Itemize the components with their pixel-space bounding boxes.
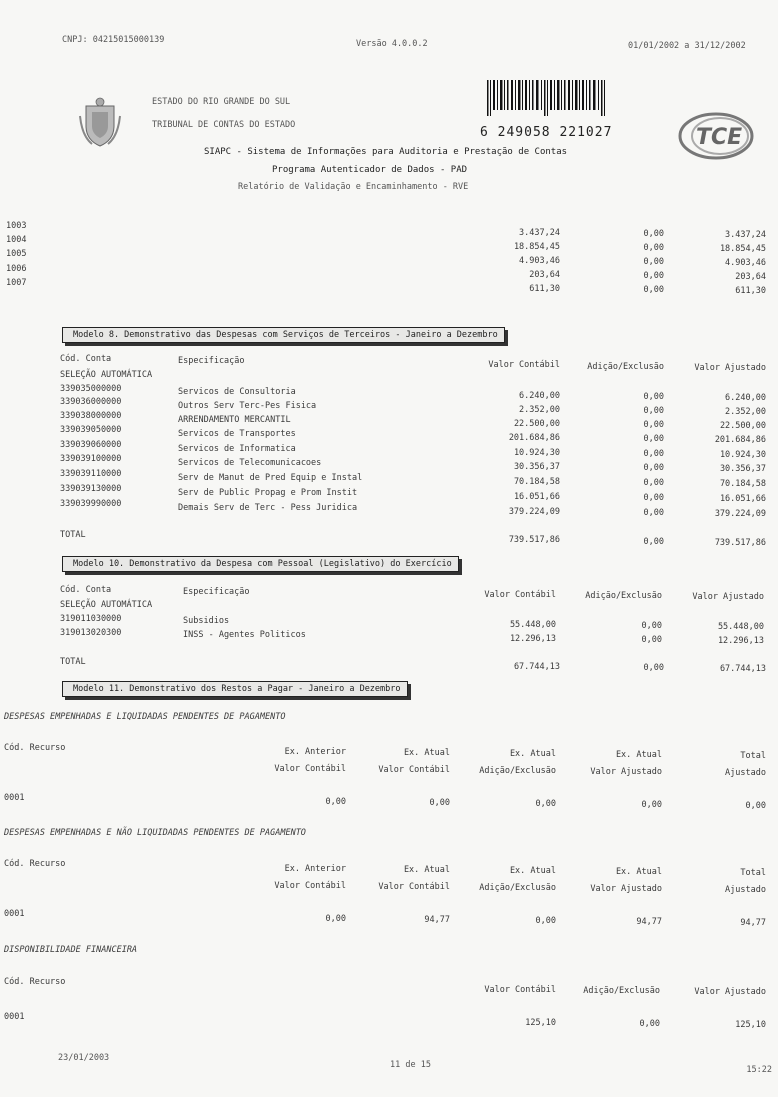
m11-sec2-h2b: Valor Contábil <box>378 882 450 892</box>
footer-time: 15:22 <box>746 1065 772 1075</box>
row-v4: 94,77 <box>636 917 662 927</box>
row-especificacao: Servicos de Informatica <box>178 444 296 454</box>
row-valor-contabil: 2.352,00 <box>519 405 560 415</box>
row-valor-contabil: 611,30 <box>529 284 560 294</box>
m11-sec3-col-adicao-exclusao: Adição/Exclusão <box>583 986 660 996</box>
row-especificacao: Servicos de Transportes <box>178 429 296 439</box>
row-valor-ajustado: 16.051,66 <box>719 494 766 504</box>
row-valor-contabil: 70.184,58 <box>513 477 560 487</box>
m11-sec2-title: DESPESAS EMPENHADAS E NÃO LIQUIDADAS PENDENTES DE PAGAMENTO <box>4 828 306 838</box>
version-label: Versão 4.0.0.2 <box>356 39 428 49</box>
row-adicao-exclusao: 0,00 <box>643 229 664 239</box>
m11-sec2-h1a: Ex. Anterior <box>284 864 346 874</box>
barcode-icon <box>485 80 610 126</box>
barcode-number: 6 249058 221027 <box>480 125 613 140</box>
row-v2: 0,00 <box>429 798 450 808</box>
row-valor-ajustado: 18.854,45 <box>719 244 766 254</box>
row-adicao-exclusao: 0,00 <box>643 420 664 430</box>
row-especificacao: Servicos de Telecomunicacoes <box>178 458 322 468</box>
row-especificacao: INSS - Agentes Politicos <box>183 630 306 640</box>
row-cod-conta: 339039990000 <box>60 499 122 509</box>
row-v5: 94,77 <box>740 918 766 928</box>
row-recurso: 0001 <box>4 909 25 919</box>
row-valor-contabil: 4.903,46 <box>519 256 560 266</box>
row-code: 1004 <box>6 235 27 245</box>
m11-sec1-h2b: Valor Contábil <box>378 765 450 775</box>
m8-total-valor-ajustado: 739.517,86 <box>714 538 766 548</box>
row-valor-ajustado: 203,64 <box>735 272 766 282</box>
m11-sec1-h4a: Ex. Atual <box>615 750 662 760</box>
m10-selecao-automatica: SELEÇÃO AUTOMÁTICA <box>60 600 153 610</box>
row-valor-contabil: 201.684,86 <box>508 433 560 443</box>
m8-col-especificacao: Especificação <box>178 356 245 366</box>
m11-sec2-h3a: Ex. Atual <box>509 866 556 876</box>
m11-sec2-h5a: Total <box>740 868 766 878</box>
tribunal-name: TRIBUNAL DE CONTAS DO ESTADO <box>152 120 296 130</box>
m8-selecao-automatica: SELEÇÃO AUTOMÁTICA <box>60 370 153 380</box>
row-code: 1005 <box>6 249 27 259</box>
row-especificacao: Demais Serv de Terc - Pess Juridica <box>178 503 358 513</box>
m10-col-adicao-exclusao: Adição/Exclusão <box>585 591 662 601</box>
row-valor-ajustado: 22.500,00 <box>719 421 766 431</box>
row-valor-contabil: 55.448,00 <box>509 620 556 630</box>
row-cod-conta: 339039050000 <box>60 425 122 435</box>
m11-sec1-h1a: Ex. Anterior <box>284 747 346 757</box>
row-cod-conta: 339039110000 <box>60 469 122 479</box>
m8-total-label: TOTAL <box>60 530 86 540</box>
row-adicao-exclusao: 0,00 <box>643 493 664 503</box>
state-name: ESTADO DO RIO GRANDE DO SUL <box>152 97 291 107</box>
m10-total-valor-ajustado: 67.744,13 <box>719 664 766 674</box>
row-cod-conta: 339039060000 <box>60 440 122 450</box>
row-v1: 0,00 <box>325 914 346 924</box>
m11-sec3-col-valor-contabil: Valor Contábil <box>484 985 556 995</box>
row-adicao-exclusao: 0,00 <box>643 463 664 473</box>
m8-total-adicao-exclusao: 0,00 <box>643 537 664 547</box>
row-code: 1007 <box>6 278 27 288</box>
row-adicao-exclusao: 0,00 <box>643 406 664 416</box>
row-cod-conta: 319011030000 <box>60 614 122 624</box>
row-valor-ajustado: 30.356,37 <box>719 464 766 474</box>
row-adicao-exclusao: 0,00 <box>643 257 664 267</box>
modelo10-title-box <box>62 556 459 572</box>
m8-col-adicao-exclusao: Adição/Exclusão <box>587 362 664 372</box>
m8-col-cod-conta: Cód. Conta <box>60 354 112 364</box>
modelo11-title-box <box>62 681 408 697</box>
row-especificacao: Serv de Public Propag e Prom Instit <box>178 488 358 498</box>
tce-logo-icon <box>676 110 756 162</box>
row-adicao-exclusao: 0,00 <box>643 449 664 459</box>
row-especificacao: Servicos de Consultoria <box>178 387 296 397</box>
row-recurso: 0001 <box>4 1012 25 1022</box>
row-valor-contabil: 6.240,00 <box>519 391 560 401</box>
row-valor-contabil: 22.500,00 <box>513 419 560 429</box>
m11-sec1-title: DESPESAS EMPENHADAS E LIQUIDADAS PENDENTES DE PAGAMENTO <box>4 712 286 722</box>
row-valor-ajustado: 3.437,24 <box>725 230 766 240</box>
m11-sec1-h4b: Valor Ajustado <box>590 767 662 777</box>
m8-total-valor-contabil: 739.517,86 <box>508 535 560 545</box>
m11-sec2-h5b: Ajustado <box>725 885 766 895</box>
row-adicao-exclusao: 0,00 <box>643 271 664 281</box>
row-adicao-exclusao: 0,00 <box>643 285 664 295</box>
row-valor-ajustado: 201.684,86 <box>714 435 766 445</box>
row-code: 1006 <box>6 264 27 274</box>
m11-sec2-h4b: Valor Ajustado <box>590 884 662 894</box>
m11-sec1-col-recurso: Cód. Recurso <box>4 743 66 753</box>
program-title: Programa Autenticador de Dados - PAD <box>272 165 468 175</box>
row-valor-contabil: 10.924,30 <box>513 448 560 458</box>
row-especificacao: Outros Serv Terc-Pes Fisica <box>178 401 317 411</box>
row-adicao-exclusao: 0,00 <box>643 243 664 253</box>
row-valor-contabil: 30.356,37 <box>513 462 560 472</box>
m11-sec2-h1b: Valor Contábil <box>274 881 346 891</box>
system-title: SIAPC - Sistema de Informações para Auditoria e Prestação de Contas <box>204 147 568 157</box>
row-valor-ajustado: 2.352,00 <box>725 407 766 417</box>
row-code: 1003 <box>6 221 27 231</box>
row-cod-conta: 339039100000 <box>60 454 122 464</box>
tce-logo-text: TCE <box>696 125 743 150</box>
row-valor-contabil: 3.437,24 <box>519 228 560 238</box>
row-v2: 94,77 <box>424 915 450 925</box>
row-valor-contabil: 18.854,45 <box>513 242 560 252</box>
row-recurso: 0001 <box>4 793 25 803</box>
modelo11-title: Modelo 11. Demonstrativo dos Restos a Pagar - Janeiro a Dezembro <box>73 684 401 694</box>
m11-sec3-col-recurso: Cód. Recurso <box>4 977 66 987</box>
row-especificacao: Subsidios <box>183 616 230 626</box>
modelo8-title-box <box>62 327 505 343</box>
row-adicao-exclusao: 0,00 <box>641 635 662 645</box>
row-v5: 0,00 <box>745 801 766 811</box>
m10-total-valor-contabil: 67.744,13 <box>513 662 560 672</box>
row-adicao-exclusao: 0,00 <box>641 621 662 631</box>
row-especificacao: ARRENDAMENTO MERCANTIL <box>178 415 291 425</box>
state-seal-icon <box>78 96 122 148</box>
row-cod-conta: 339038000000 <box>60 411 122 421</box>
row-v1: 0,00 <box>325 797 346 807</box>
m11-sec3-title: DISPONIBILIDADE FINANCEIRA <box>4 945 138 955</box>
footer-page-number: 11 de 15 <box>390 1060 431 1070</box>
row-valor-ajustado: 12.296,13 <box>717 636 764 646</box>
m11-sec2-col-recurso: Cód. Recurso <box>4 859 66 869</box>
m11-sec1-h5b: Ajustado <box>725 768 766 778</box>
row-cod-conta: 339039130000 <box>60 484 122 494</box>
m11-sec3-col-valor-ajustado: Valor Ajustado <box>694 987 766 997</box>
m8-col-valor-ajustado: Valor Ajustado <box>694 363 766 373</box>
row-valor-contabil: 379.224,09 <box>508 507 560 517</box>
row-adicao-exclusao: 0,00 <box>643 392 664 402</box>
row-especificacao: Serv de Manut de Pred Equip e Instal <box>178 473 363 483</box>
row-valor-ajustado: 70.184,58 <box>719 479 766 489</box>
m10-total-adicao-exclusao: 0,00 <box>643 663 664 673</box>
row-v3: 0,00 <box>535 916 556 926</box>
row-valor-contabil: 16.051,66 <box>513 492 560 502</box>
cnpj-label: CNPJ: 04215015000139 <box>62 35 165 45</box>
m11-sec2-h4a: Ex. Atual <box>615 867 662 877</box>
modelo10-title: Modelo 10. Demonstrativo da Despesa com Pessoal (Legislativo) do Exercício <box>73 559 452 569</box>
row-cod-conta: 339036000000 <box>60 397 122 407</box>
m11-sec1-h2a: Ex. Atual <box>403 748 450 758</box>
row-adicao-exclusao: 0,00 <box>643 434 664 444</box>
row-cod-conta: 339035000000 <box>60 384 122 394</box>
row-valor-contabil: 12.296,13 <box>509 634 556 644</box>
m11-sec1-h3a: Ex. Atual <box>509 749 556 759</box>
period-label: 01/01/2002 a 31/12/2002 <box>628 41 746 51</box>
row-cod-conta: 319013020300 <box>60 628 122 638</box>
row-adicao-exclusao: 0,00 <box>643 478 664 488</box>
m10-col-cod-conta: Cód. Conta <box>60 585 112 595</box>
report-title: Relatório de Validação e Encaminhamento - RVE <box>238 182 469 192</box>
m10-total-label: TOTAL <box>60 657 86 667</box>
row-valor-ajustado: 4.903,46 <box>725 258 766 268</box>
row-v4: 0,00 <box>641 800 662 810</box>
footer-date: 23/01/2003 <box>58 1053 110 1063</box>
row-valor-ajustado: 379.224,09 <box>714 509 766 519</box>
row-v3: 0,00 <box>535 799 556 809</box>
row-valor-ajustado: 55.448,00 <box>717 622 764 632</box>
row-valor-ajustado: 611,30 <box>735 286 766 296</box>
m10-col-especificacao: Especificação <box>183 587 250 597</box>
row-valor-contabil: 203,64 <box>529 270 560 280</box>
m11-sec1-h1b: Valor Contábil <box>274 764 346 774</box>
row-valor-contabil: 125,10 <box>525 1018 556 1028</box>
m11-sec2-h2a: Ex. Atual <box>403 865 450 875</box>
row-valor-ajustado: 6.240,00 <box>725 393 766 403</box>
m11-sec2-h3b: Adição/Exclusão <box>479 883 556 893</box>
m10-col-valor-contabil: Valor Contábil <box>484 590 556 600</box>
modelo8-title: Modelo 8. Demonstrativo das Despesas com Serviços de Terceiros - Janeiro a Dezembro <box>73 330 498 340</box>
m11-sec1-h3b: Adição/Exclusão <box>479 766 556 776</box>
row-adicao-exclusao: 0,00 <box>639 1019 660 1029</box>
m8-col-valor-contabil: Valor Contábil <box>488 360 560 370</box>
m11-sec1-h5a: Total <box>740 751 766 761</box>
row-adicao-exclusao: 0,00 <box>643 508 664 518</box>
row-valor-ajustado: 10.924,30 <box>719 450 766 460</box>
row-valor-ajustado: 125,10 <box>735 1020 766 1030</box>
m10-col-valor-ajustado: Valor Ajustado <box>692 592 764 602</box>
